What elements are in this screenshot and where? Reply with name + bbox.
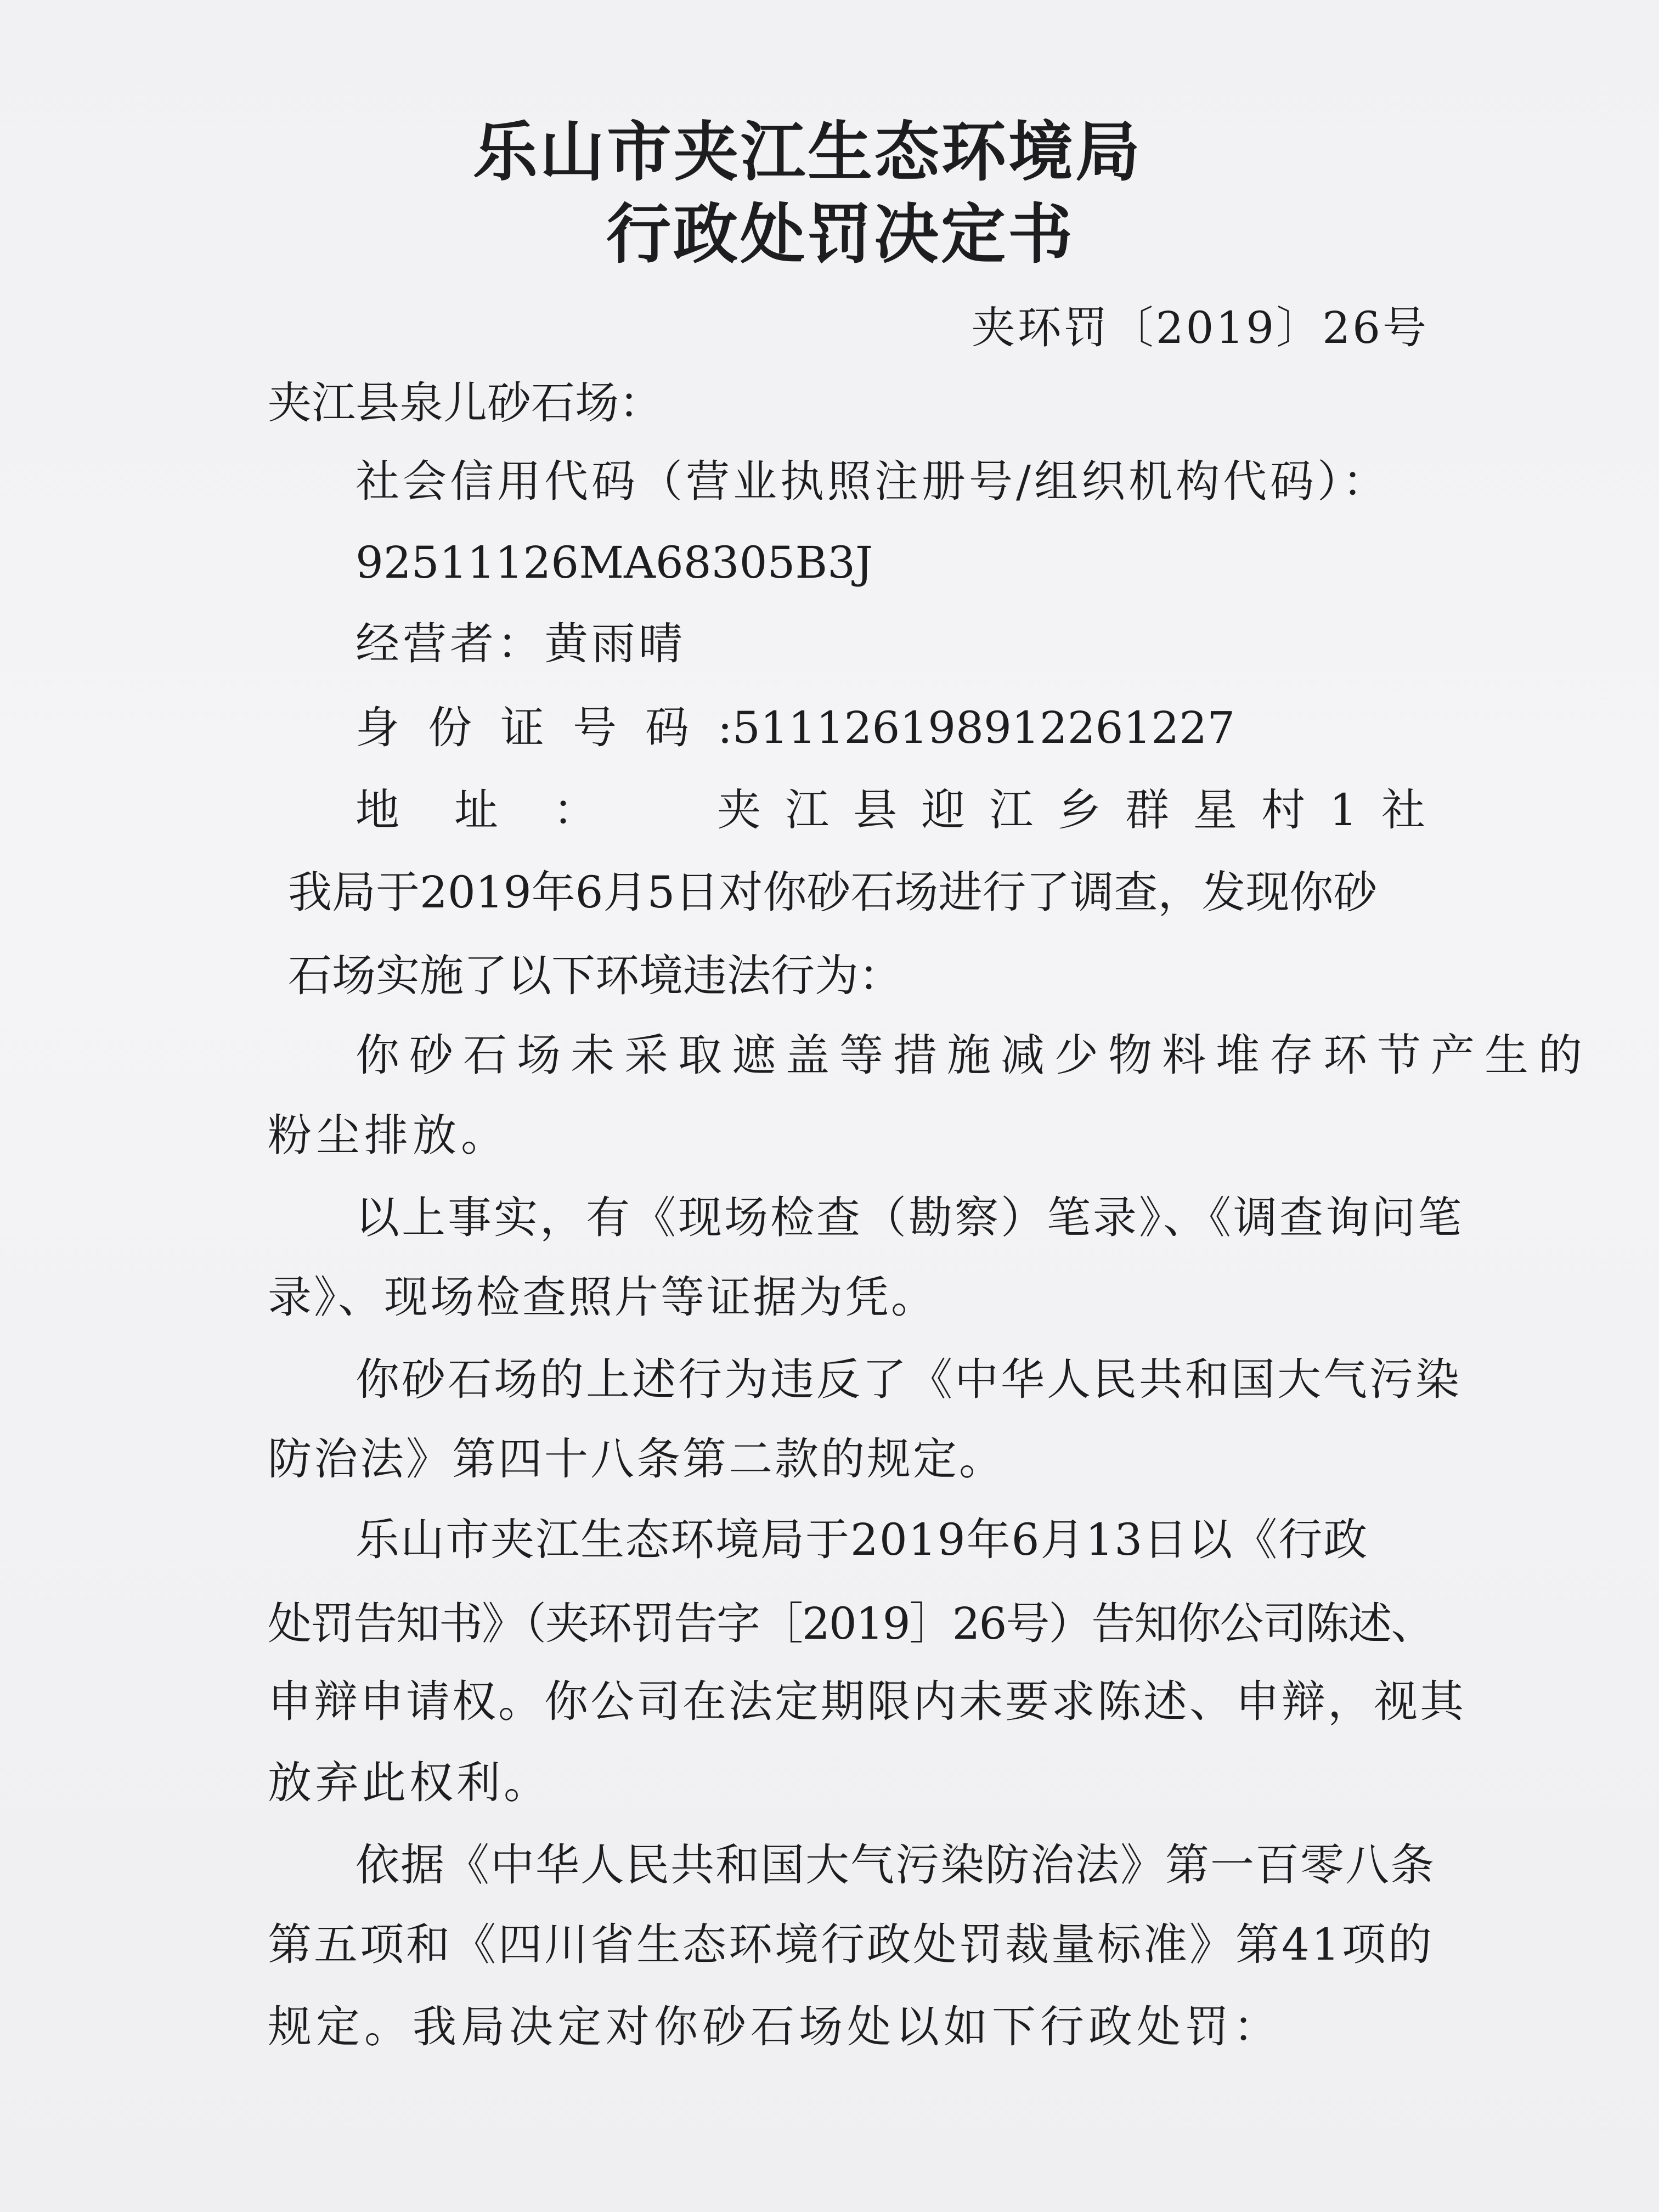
address-label: 地址： [356, 785, 652, 836]
body-paragraph-line: 你砂石场的上述行为违反了《中华人民共和国大气污染 [356, 1354, 1462, 1405]
body-paragraph-line: 录》、现场检查照片等证据为凭。 [268, 1272, 937, 1323]
body-paragraph-line: 放弃此权利。 [268, 1757, 551, 1808]
document-number: 夹环罚〔2019〕26号 [971, 302, 1429, 353]
body-paragraph-line: 以上事实，有《现场检查（勘察）笔录》、《调查询问笔 [356, 1192, 1464, 1243]
body-paragraph-line: 第五项和《四川省生态环境行政处罚裁量标准》第41项的 [268, 1919, 1434, 1970]
body-paragraph-line: 申辩申请权。你公司在法定期限内未要求陈述、申辩，视其 [268, 1676, 1466, 1727]
body-paragraph-line: 石场实施了以下环境违法行为： [288, 950, 902, 1001]
id-number-row [356, 702, 1235, 753]
page-title: 乐山市夹江生态环境局 [472, 114, 1142, 190]
body-paragraph-line: 粉尘排放。 [268, 1110, 509, 1161]
recipient-name: 夹江县泉儿砂石场： [268, 377, 663, 428]
body-paragraph-line: 你砂石场未采取遮盖等措施减少物料堆存环节产生的 [356, 1030, 1592, 1081]
body-paragraph-line: 防治法》第四十八条第二款的规定。 [268, 1434, 1005, 1485]
body-paragraph-line: 规定。我局决定对你砂石场处以如下行政处罚： [268, 2001, 1282, 2052]
credit-code-value: 92511126MA68305B3J [356, 537, 873, 588]
page-subtitle: 行政处罚决定书 [606, 196, 1075, 272]
body-paragraph-line: 依据《中华人民共和国大气污染防治法》第一百零八条 [356, 1839, 1435, 1891]
address-row [356, 785, 1449, 836]
body-paragraph-line: 乐山市夹江生态环境局于2019年6月13日以《行政 [356, 1514, 1369, 1565]
address-value: 夹江县迎江乡群星村1社 [717, 785, 1449, 836]
operator-line: 经营者：黄雨晴 [356, 618, 686, 669]
credit-code-label: 社会信用代码（营业执照注册号/组织机构代码）： [356, 456, 1390, 507]
body-paragraph-line: 我局于2019年6月5日对你砂石场进行了调查，发现你砂 [288, 867, 1378, 918]
body-paragraph-line: 处罚告知书》（夹环罚告字［2019］26号）告知你公司陈述、 [268, 1598, 1434, 1649]
id-number-label: 身份证号码 [356, 702, 718, 753]
id-number-value: :511126198912261227 [718, 702, 1235, 753]
